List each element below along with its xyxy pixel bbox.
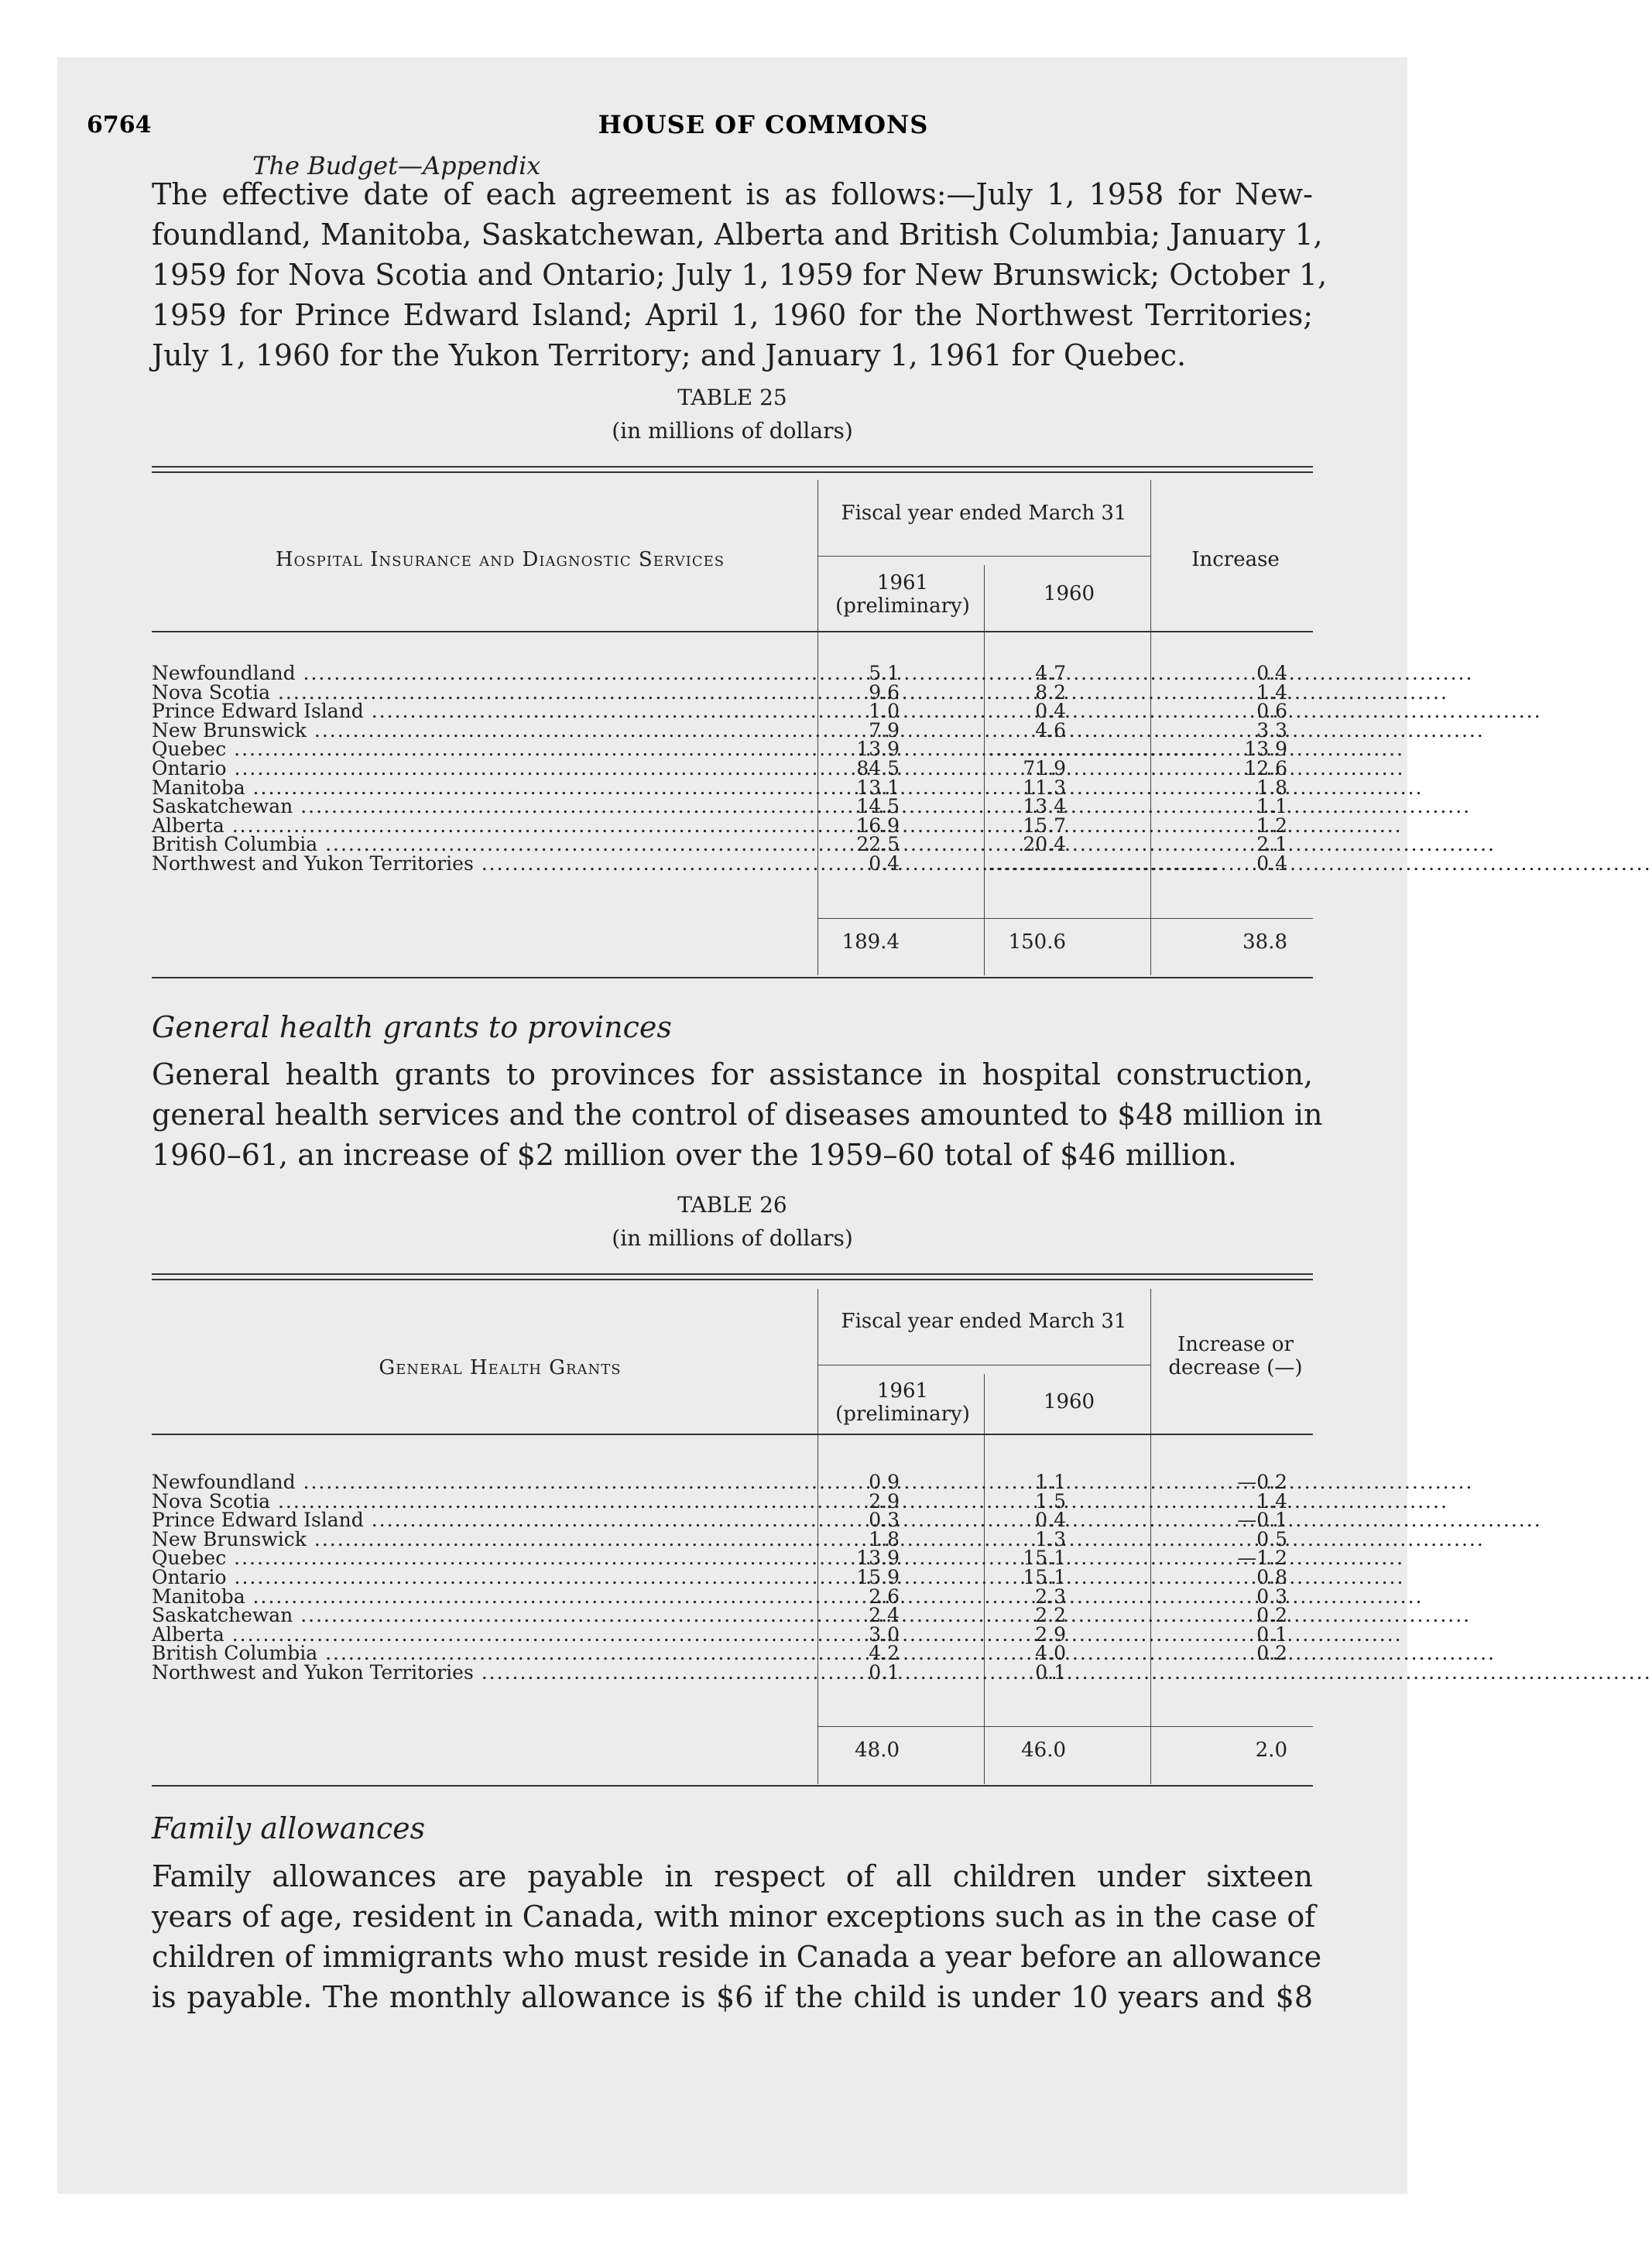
value-1960: 2.9	[1035, 1622, 1066, 1646]
value-1960: 20.4	[1023, 833, 1066, 856]
general-health-line: general health services and the control of diseases amounted to $48 million in	[152, 1098, 1323, 1132]
family-line: Family allowances are payable in respect of all children under sixteen	[152, 1859, 1313, 1893]
rule	[152, 631, 1313, 632]
table-row	[152, 740, 1313, 759]
value-change: —1.2	[1237, 1547, 1287, 1570]
table25-group-heading: Fiscal year ended March 31	[841, 502, 1127, 525]
intro-line: 1959 for Prince Edward Island; April 1, 1960 for the Northwest Territories;	[152, 298, 1313, 332]
province-name: Alberta .....	[152, 817, 806, 835]
rule	[817, 1726, 1313, 1727]
table25-col-1961: 1961 (preliminary)	[835, 571, 970, 618]
table25-col-increase: Increase	[1191, 548, 1280, 571]
value-change: 1.8	[1256, 776, 1287, 799]
province-name: Saskatchewan .....	[152, 1606, 806, 1625]
value-1961: 13.9	[856, 738, 900, 761]
value-1961: 15.9	[856, 1566, 900, 1588]
table26-total-1960: 46.0	[1021, 1739, 1066, 1762]
rule	[152, 466, 1313, 468]
value-1960: 15.1	[1023, 1566, 1066, 1588]
value-1961: 13.9	[856, 1547, 900, 1570]
running-head: HOUSE OF COMMONS	[598, 110, 929, 139]
province-name: Manitoba .....	[152, 779, 806, 797]
province-name: Northwest and Yukon Territories .....	[152, 855, 806, 873]
family-line: years of age, resident in Canada, with minor exceptions such as in the case of	[152, 1900, 1316, 1934]
general-health-heading: General health grants to provinces	[152, 1010, 672, 1044]
value-change: 0.5	[1256, 1527, 1287, 1550]
rule	[152, 1785, 1313, 1787]
intro-line: foundland, Manitoba, Saskatchewan, Alberta and British Columbia; January 1,	[152, 218, 1323, 252]
table-row	[152, 1527, 1313, 1550]
value-1960: 11.3	[1023, 776, 1066, 799]
table25-total-increase: 38.8	[1242, 930, 1287, 954]
value-change: 1.4	[1256, 680, 1287, 704]
table26-col-change: Increase or decrease (—)	[1168, 1333, 1303, 1379]
province-name: New Brunswick .....	[152, 1530, 806, 1549]
value-1960: 71.9	[1023, 757, 1066, 779]
value-change: 0.3	[1256, 1585, 1287, 1608]
value-1960: 4.6	[1035, 718, 1066, 742]
value-change: 2.1	[1256, 833, 1287, 856]
value-1960: 4.0	[1035, 1642, 1066, 1665]
table26-col-1961: 1961 (preliminary)	[835, 1379, 970, 1426]
value-1961: 5.1	[869, 662, 900, 684]
value-change: 0.4	[1256, 852, 1287, 875]
table26-unit: (in millions of dollars)	[612, 1225, 853, 1251]
table25-col-1960: 1960	[1043, 582, 1095, 605]
value-1960: 1.1	[1035, 1471, 1066, 1493]
rule	[152, 1279, 1313, 1280]
table-row	[152, 680, 1313, 704]
table-row	[152, 1568, 1313, 1587]
value-1960: 8.2	[1035, 680, 1066, 704]
value-change: 0.2	[1256, 1642, 1287, 1665]
value-change: 1.2	[1256, 814, 1287, 837]
province-name: Alberta .....	[152, 1626, 806, 1644]
table-row	[152, 835, 1313, 854]
value-change: 0.4	[1256, 662, 1287, 684]
province-name: Nova Scotia .....	[152, 684, 806, 702]
family-allowances-heading: Family allowances	[152, 1811, 426, 1845]
table26-title: TABLE 26	[677, 1192, 787, 1218]
general-health-line: General health grants to provinces for assistance in hospital construction,	[152, 1057, 1313, 1091]
province-name: Prince Edward Island .....	[152, 702, 806, 721]
table-row	[152, 776, 1313, 799]
table-row	[152, 1511, 1313, 1530]
province-name: Newfoundland .....	[152, 1473, 806, 1492]
page-number: 6764	[87, 111, 152, 139]
table-row	[152, 1547, 1313, 1570]
value-change: 1.1	[1256, 795, 1287, 818]
value-1960: 13.4	[1023, 795, 1066, 818]
province-name: British Columbia .....	[152, 1644, 806, 1663]
table-row	[152, 797, 1313, 816]
value-1961: 1.8	[869, 1527, 900, 1550]
province-name: Northwest and Yukon Territories .....	[152, 1663, 806, 1682]
value-1961: 0.1	[869, 1661, 900, 1684]
rule	[152, 1273, 1313, 1275]
section-title: The Budget—Appendix	[252, 151, 541, 180]
value-1961: 14.5	[856, 795, 900, 818]
province-name: Ontario .....	[152, 759, 806, 778]
table26-group-heading: Fiscal year ended March 31	[841, 1310, 1127, 1333]
table-row	[152, 1585, 1313, 1608]
rule	[152, 471, 1313, 473]
value-1960: 15.7	[1023, 814, 1066, 837]
intro-line: The effective date of each agreement is as follows:—July 1, 1958 for New-	[152, 177, 1313, 211]
value-1961: 0.4	[869, 852, 900, 875]
value-1961: 13.1	[856, 776, 900, 799]
value-1961: 2.4	[869, 1604, 900, 1627]
value-1961: 84.5	[856, 757, 900, 779]
table-row	[152, 1473, 1313, 1492]
table-row	[152, 1644, 1313, 1663]
value-1961: 0.9	[869, 1471, 900, 1493]
table26-total-row	[152, 1739, 1313, 1762]
table26-col-1960: 1960	[1043, 1390, 1095, 1413]
table-row	[152, 1606, 1313, 1625]
table-row	[152, 759, 1313, 778]
value-1960: 2.3	[1035, 1585, 1066, 1608]
value-change: 3.3	[1256, 718, 1287, 742]
value-change: 12.6	[1244, 757, 1287, 779]
table25-total-1960: 150.6	[1008, 930, 1066, 954]
table-row	[152, 1489, 1313, 1513]
table25-stub-heading: Hospital Insurance and Diagnostic Services	[275, 548, 725, 571]
province-name: Saskatchewan .....	[152, 797, 806, 816]
value-1961: 22.5	[856, 833, 900, 856]
value-change: —0.2	[1237, 1471, 1287, 1493]
table25-total-row	[152, 930, 1313, 954]
province-name: Quebec .....	[152, 740, 806, 759]
value-change: 0.2	[1256, 1604, 1287, 1627]
province-name: British Columbia .....	[152, 835, 806, 854]
value-1961: 16.9	[856, 814, 900, 837]
value-1960: 0.4	[1035, 1509, 1066, 1532]
value-1960: 1.5	[1035, 1489, 1066, 1513]
table26-total-change: 2.0	[1255, 1739, 1287, 1762]
table-row	[152, 852, 1313, 875]
value-1961: 0.3	[869, 1509, 900, 1532]
table-row	[152, 1663, 1313, 1682]
value-change: 13.9	[1244, 738, 1287, 761]
value-change: 1.4	[1256, 1489, 1287, 1513]
value-1960: 0.4	[1035, 700, 1066, 723]
value-1961: 2.9	[869, 1489, 900, 1513]
leader-dots: ..............................	[988, 738, 1219, 761]
general-health-line: 1960–61, an increase of $2 million over the 1959–60 total of $46 million.	[152, 1138, 1237, 1172]
province-name: Ontario .....	[152, 1568, 806, 1587]
rule	[817, 918, 1313, 919]
table26-stub-heading: General Health Grants	[379, 1356, 622, 1379]
province-name: Nova Scotia .....	[152, 1492, 806, 1511]
table-row	[152, 664, 1313, 683]
table-row	[152, 702, 1313, 721]
value-1960: 15.1	[1023, 1547, 1066, 1570]
value-1960: 1.3	[1035, 1527, 1066, 1550]
province-name: Newfoundland .....	[152, 664, 806, 683]
leader-dots: ..............................	[988, 852, 1219, 875]
intro-line: July 1, 1960 for the Yukon Territory; and January 1, 1961 for Quebec.	[152, 338, 1187, 372]
province-name: Manitoba .....	[152, 1588, 806, 1606]
value-1961: 7.9	[869, 718, 900, 742]
value-1961: 1.0	[869, 700, 900, 723]
table25-unit: (in millions of dollars)	[612, 418, 853, 444]
table-row	[152, 718, 1313, 742]
value-change: 0.1	[1256, 1622, 1287, 1646]
family-allowances-paragraph	[152, 1856, 1322, 2017]
family-line: children of immigrants who must reside in Canada a year before an allowance	[152, 1940, 1322, 1974]
intro-line: 1959 for Nova Scotia and Ontario; July 1, 1959 for New Brunswick; October 1,	[152, 258, 1328, 292]
value-change: 0.6	[1256, 700, 1287, 723]
province-name: New Brunswick .....	[152, 721, 806, 740]
value-1960: 4.7	[1035, 662, 1066, 684]
province-name: Quebec .....	[152, 1549, 806, 1567]
general-health-paragraph	[152, 1054, 1323, 1175]
province-name: Prince Edward Island .....	[152, 1511, 806, 1530]
page-header	[87, 107, 1313, 146]
rule	[817, 556, 1150, 557]
intro-paragraph	[152, 174, 1328, 375]
table-row	[152, 1622, 1313, 1646]
value-1960: 2.2	[1035, 1604, 1066, 1627]
value-1961: 4.2	[869, 1642, 900, 1665]
value-1961: 3.0	[869, 1622, 900, 1646]
value-1961: 2.6	[869, 1585, 900, 1608]
rule	[152, 1434, 1313, 1435]
table25-total-1961: 189.4	[841, 930, 900, 954]
value-1961: 9.6	[869, 680, 900, 704]
family-line: is payable. The monthly allowance is $6 if the child is under 10 years and $8	[152, 1980, 1313, 2014]
value-change: —0.1	[1237, 1509, 1287, 1532]
table26-total-1961: 48.0	[855, 1739, 900, 1762]
table25-title: TABLE 25	[677, 385, 787, 410]
value-1960: 0.1	[1035, 1661, 1066, 1684]
rule	[152, 977, 1313, 978]
value-change: 0.8	[1256, 1566, 1287, 1588]
table-row	[152, 814, 1313, 837]
